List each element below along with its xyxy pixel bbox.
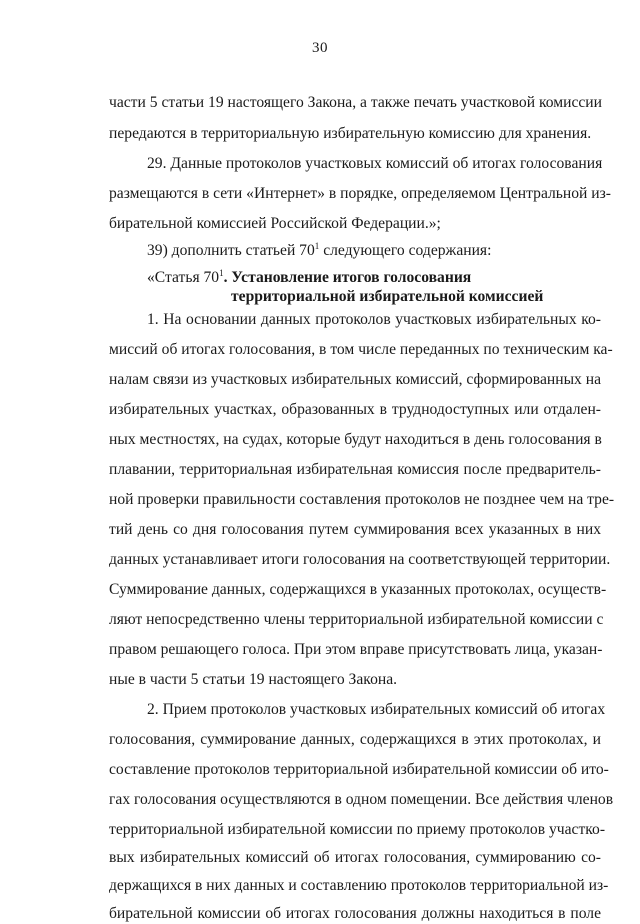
text-line: голосования, суммирование данных, содержащихся в этих протоколах, и xyxy=(109,731,601,748)
page-number: 30 xyxy=(312,40,328,56)
text-line: территориальной избирательной комиссии по приему протоколов участко- xyxy=(109,821,606,838)
text-line: размещаются в сети «Интернет» в порядке, определяемом Центральной из- xyxy=(109,185,611,202)
text-line: передаются в территориальную избирательную комиссию для хранения. xyxy=(109,125,592,142)
text-line: гах голосования осуществляются в одном помещении. Все действия членов xyxy=(109,791,614,808)
text-line: ные в части 5 статьи 19 настоящего Закона. xyxy=(109,671,398,688)
text-line: миссий об итогах голосования, в том числе переданных по техническим ка- xyxy=(109,341,613,358)
text-line: держащихся в них данных и составлению протоколов территориальной из- xyxy=(109,877,609,894)
text-line: данных устанавливает итоги голосования на соответствующей территории. xyxy=(109,551,611,568)
article-title: . Установление итогов голосования xyxy=(223,269,472,286)
text-line: бирательной комиссии об итогах голосования должны находиться в поле xyxy=(109,905,601,922)
article-heading xyxy=(147,268,601,288)
text-line: ной проверки правильности составления протоколов не позднее чем на тре- xyxy=(109,491,615,508)
superscript: 1 xyxy=(219,268,224,278)
text-line: части 5 статьи 19 настоящего Закона, а также печать участковой комиссии xyxy=(109,94,602,111)
article-number: «Статья 70 xyxy=(147,269,220,286)
superscript: 1 xyxy=(314,241,320,251)
text-line: избирательных участках, образованных в труднодоступных или отдален- xyxy=(109,401,601,418)
text-line: 29. Данные протоколов участковых комиссий об итогах голосования xyxy=(147,155,603,172)
text-line: налам связи из участковых избирательных комиссий, сформированных на xyxy=(109,371,602,388)
text-line: ных местностях, на судах, которые будут находиться в день голосования в xyxy=(109,431,602,448)
text-line: составление протоколов территориальной избирательной комиссии об ито- xyxy=(109,761,609,778)
text-line: ляют непосредственно члены территориальной избирательной комиссии с xyxy=(109,611,604,628)
text-line: бирательной комиссией Российской Федерации.»; xyxy=(109,215,441,232)
text-line: плавании, территориальная избирательная комиссия после предваритель- xyxy=(109,461,601,478)
amendment-intro: 39) дополнить статьей 70 xyxy=(147,242,315,259)
text-line xyxy=(147,241,601,261)
text-line: 2. Прием протоколов участковых избирательных комиссий об итогах xyxy=(147,701,606,718)
text-line: Суммирование данных, содержащихся в указанных протоколах, осуществ- xyxy=(109,581,607,598)
text-line: вых избирательных комиссий об итогах голосования, суммированию со- xyxy=(109,849,601,866)
article-title-line-2: территориальной избирательной комиссией xyxy=(231,288,544,305)
text-line: правом решающего голоса. При этом вправе присутствовать лица, указан- xyxy=(109,641,603,658)
amendment-intro-tail: следующего содержания: xyxy=(323,242,492,259)
text-line: 1. На основании данных протоколов участковых избирательных ко- xyxy=(147,311,601,328)
text-line: тий день со дня голосования путем суммирования всех указанных в них xyxy=(109,521,601,538)
